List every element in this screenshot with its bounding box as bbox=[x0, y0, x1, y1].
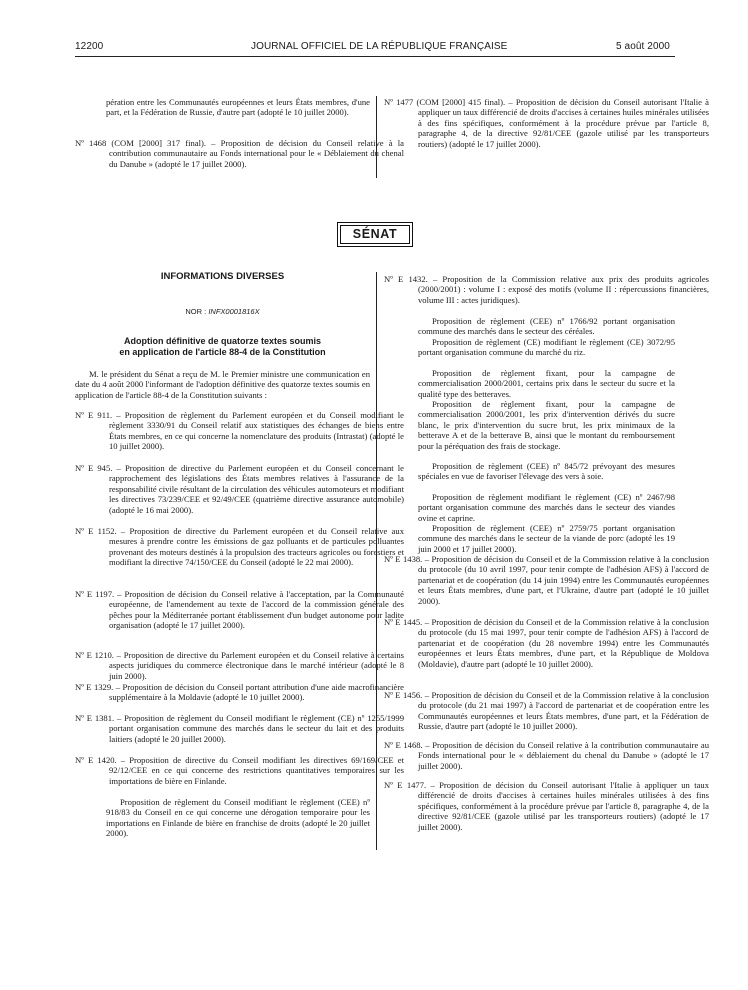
nor-code: INFX0001816X bbox=[208, 307, 260, 316]
e1432-sub-porc: Proposition de règlement (CEE) nº 2759/75 portant organisation commune des marchés dans le secteur de la viande de porc (adopté les 19 juin 2000 et 17 juillet 2000). bbox=[418, 523, 675, 554]
senat-label: SÉNAT bbox=[340, 225, 410, 244]
section-title: INFORMATIONS DIVERSES bbox=[160, 271, 285, 282]
issue-date: 5 août 2000 bbox=[616, 41, 670, 52]
nor-reference bbox=[75, 307, 370, 316]
item-e1456: Nº E 1456. – Proposition de décision du Conseil et de la Commission relative à la conclusion du protocole (du 21 mai 1997) à l'accord de partenariat et de coopération entre les Communautés européennes et leurs États membres, d'une part, et la Fédération de Russie, d'autre part (adopté le 10 juillet 2000). bbox=[384, 690, 709, 732]
e1432-sub-ovine-caprine: Proposition de règlement modifiant le règlement (CE) nº 2467/98 portant organisation commune des marchés dans le secteur des viandes ovine et caprine. bbox=[418, 492, 675, 523]
item-e1432: Nº E 1432. – Proposition de la Commission relative aux prix des produits agricoles (2000/2001) : volume I : exposé des motifs (volume II : répercussions financières, volume III : actes juridiques). bbox=[384, 274, 709, 305]
article-title-line2: en application de l'article 88-4 de la Constitution bbox=[119, 347, 326, 357]
intro-paragraph: M. le président du Sénat a reçu de M. le Premier ministre une communication en date du 4 août 2000 l'informant de l'adoption définitive des quatorze textes soumis en application de l'article 88-4 de la Constitution suivants : bbox=[75, 369, 370, 400]
e1432-sub-sucre-intervention: Proposition de règlement fixant, pour la campagne de commercialisation 2000/2001, les prix d'intervention dérivés du sucre blanc, le prix d'intervention du sucre brut, les prix minimaux de la betterave A et de la betterave B, ainsi que le montant du remboursement pour la péréquation des frais de stockage. bbox=[418, 399, 675, 451]
item-e1381: Nº E 1381. – Proposition de règlement du Conseil modifiant le règlement (CE) nº 1255/1999 portant organisation commune des marchés dans le secteur du lait et des produits laitiers (adopté le 20 juillet 2000). bbox=[75, 713, 404, 744]
e1432-sub-riz: Proposition de règlement (CE) modifiant le règlement (CE) 3072/95 portant organisation commune du marché du riz. bbox=[418, 337, 675, 358]
item-e1445: Nº E 1445. – Proposition de décision du Conseil et de la Commission relative à la conclusion du protocole (du 15 mai 1997, pour tenir compte de l'adhésion AFS) à l'accord de partenariat et de coopération (du 28 novembre 1994) entre les Communautés européennes et leurs États membres, d'une part, et la République de Moldova (Moldavie), d'autre part (adopté le 10 juillet 2000). bbox=[384, 617, 709, 669]
item-e1152: Nº E 1152. – Proposition de directive du Parlement européen et du Conseil relative aux mesures à prendre contre les émissions de gaz polluants et de particules polluantes provenant des moteurs destinés à la propulsion des tracteurs agricoles ou forestiers et modifiant la directive 74/150/CEE du Conseil (adopté le 22 mai 2000). bbox=[75, 526, 404, 568]
top-column-divider bbox=[376, 96, 377, 178]
header-rule bbox=[75, 56, 675, 57]
item-e911: Nº E 911. – Proposition de règlement du Parlement européen et du Conseil modifiant le règlement 3330/91 du Conseil relatif aux statistiques des échanges de biens entre États membres, en ce qui concerne la nomenclature des produits (Intrastat) (adopté le 10 juillet 2000). bbox=[75, 410, 404, 452]
item-e1197: Nº E 1197. – Proposition de décision du Conseil relative à l'acceptation, par la Communauté européenne, de l'amendement au texte de l'accord de la commission générale des pêches pour la Méditerranée portant établissement d'un budget autonome pour ladite organisation (adopté le 17 juillet 2000). bbox=[75, 589, 404, 631]
e1432-sub-vers-a-soie: Proposition de règlement (CEE) nº 845/72 prévoyant des mesures spéciales en vue de favoriser l'élevage des vers à soie. bbox=[418, 461, 675, 482]
e1432-sub-sucre-prix: Proposition de règlement fixant, pour la campagne de commercialisation 2000/2001, certains prix dans le secteur du sucre et la qualité type des betteraves. bbox=[418, 368, 675, 399]
item-e1420-sub: Proposition de règlement du Conseil modifiant le règlement (CEE) nº 918/83 du Conseil en ce qui concerne une dérogation temporaire pour les importations en Finlande de bière en franchise de droits (adopté le 20 juillet 2000). bbox=[106, 797, 370, 839]
page-number: 12200 bbox=[75, 41, 104, 52]
item-e1329: Nº E 1329. – Proposition de décision du Conseil portant attribution d'une aide macrofinancière supplémentaire à la Moldavie (adopté le 10 juillet 2000). bbox=[75, 682, 404, 703]
item-e1477: Nº E 1477. – Proposition de décision du Conseil autorisant l'Italie à appliquer un taux différencié de droits d'accises à certaines huiles minérales utilisées à des fins spécifiques, conformément à la procédure prévue par l'article 8, paragraphe 4, de la directive 92/81/CEE (gazole utilisé par les transporteurs routiers) (adopté le 17 juillet 2000). bbox=[384, 780, 709, 832]
item-e1210: Nº E 1210. – Proposition de directive du Parlement européen et du Conseil relative à certains aspects juridiques du commerce électronique dans le marché intérieur (adopté le 8 juin 2000). bbox=[75, 650, 404, 681]
top-item-1477: Nº 1477 (COM [2000] 415 final). – Proposition de décision du Conseil autorisant l'Italie à appliquer un taux différencié de droits d'accises à certaines huiles minérales utilisées à des fins spécifiques, conformément à la procédure prévue par l'article 8, paragraphe 4, de la directive 92/81/CEE (gazole utilisé par les transporteurs routiers) (adopté le 17 juillet 2000). bbox=[384, 97, 709, 149]
item-e1420: Nº E 1420. – Proposition de directive du Conseil modifiant les directives 69/169/CEE et 92/12/CEE en ce qui concerne des restrictions quantitatives temporaires sur les importations de bière en Finlande. bbox=[75, 755, 404, 786]
article-title-line1: Adoption définitive de quatorze textes soumis bbox=[123, 336, 322, 346]
e1432-sub-cereales: Proposition de règlement (CEE) nº 1766/92 portant organisation commune des marchés dans le secteur des céréales. bbox=[418, 316, 675, 337]
top-item-1468: Nº 1468 (COM [2000] 317 final). – Proposition de décision du Conseil relative à la contribution communautaire au Fonds international pour le « Déblaiement du chenal du Danube » (adopté le 17 juillet 2000). bbox=[75, 138, 404, 169]
item-e945: Nº E 945. – Proposition de directive du Parlement européen et du Conseil concernant le rapprochement des législations des États membres relatives à l'assurance de la responsabilité civile résultant de la circulation des véhicules automoteurs et modifiant les directives 73/239/CEE et 92/49/CEE (quatrième directive assurance automobile) (adopté le 16 mai 2000). bbox=[75, 463, 404, 515]
item-e1438: Nº E 1438. – Proposition de décision du Conseil et de la Commission relative à la conclusion du protocole (du 10 avril 1997, pour tenir compte de l'adhésion AFS) à l'accord de partenariat et de coopération (du 14 juin 1994) entre les Communautés européennes et leurs États membres, d'une part, et l'Ukraine, d'autre part (adopté le 10 juillet 2000). bbox=[384, 554, 709, 606]
continuation-text: pération entre les Communautés européennes et leurs États membres, d'une part, et la Fédération de Russie, d'autre part (adopté le 10 juillet 2000). bbox=[106, 97, 370, 118]
senat-label-box bbox=[337, 222, 413, 247]
item-e1468: Nº E 1468. – Proposition de décision du Conseil relative à la contribution communautaire au Fonds international pour le « déblaiement du chenal du Danube » (adopté le 17 juillet 2000). bbox=[384, 740, 709, 771]
nor-label: NOR : bbox=[185, 307, 207, 316]
journal-title: JOURNAL OFFICIEL DE LA RÉPUBLIQUE FRANÇAISE bbox=[251, 41, 508, 52]
